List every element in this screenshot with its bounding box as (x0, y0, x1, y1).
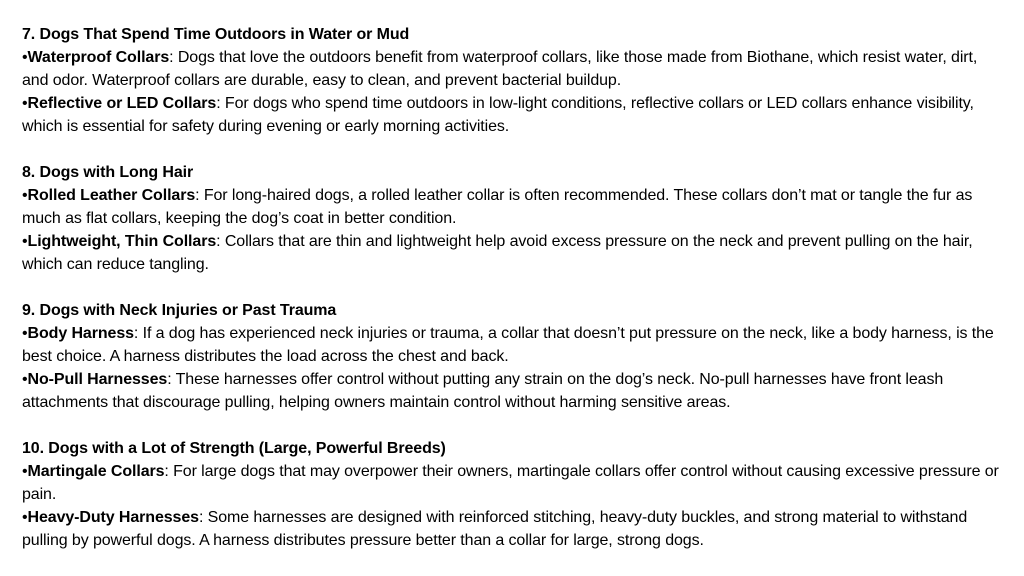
section-heading: 10. Dogs with a Lot of Strength (Large, Powerful Breeds) (22, 440, 446, 457)
item-term: Heavy-Duty Harnesses (27, 509, 199, 526)
bullet: • (22, 463, 28, 480)
item-text: : Dogs that love the outdoors benefit from waterproof collars, like those made from Biothane, which resist water, dirt, and odor. Waterproof collars are durable, easy to clean, and prevent bacterial buildup. (22, 49, 978, 89)
item-term: Lightweight, Thin Collars (27, 233, 217, 250)
bullet: • (22, 325, 28, 342)
list-item (22, 368, 1004, 414)
list-item (22, 506, 1004, 552)
item-text: : These harnesses offer control without putting any strain on the dog’s neck. No-pull harnesses have front leash attachments that discourage pulling, helping owners maintain control without harming sensitive areas. (22, 371, 944, 411)
section-outdoors-water-mud (22, 23, 1004, 138)
item-text: : For dogs who spend time outdoors in low-light conditions, reflective collars or LED collars enhance visibility, which is essential for safety during evening or early morning activities. (22, 95, 974, 135)
item-text: : For large dogs that may overpower their owners, martingale collars offer control without causing excessive pressure or pain. (22, 463, 999, 503)
item-term: No-Pull Harnesses (27, 371, 168, 388)
item-term: Rolled Leather Collars (27, 187, 196, 204)
section-heading: 8. Dogs with Long Hair (22, 164, 194, 181)
bullet: • (22, 49, 28, 66)
list-item (22, 46, 1004, 92)
list-item (22, 230, 1004, 276)
section-heading: 7. Dogs That Spend Time Outdoors in Water or Mud (22, 26, 410, 43)
item-text: : Collars that are thin and lightweight help avoid excess pressure on the neck and prevent pulling on the hair, which can reduce tangling. (22, 233, 973, 273)
list-item (22, 92, 1004, 138)
item-term: Martingale Collars (27, 463, 165, 480)
bullet: • (22, 187, 28, 204)
list-item (22, 184, 1004, 230)
list-item (22, 460, 1004, 506)
item-term: Body Harness (27, 325, 134, 342)
section-neck-injuries (22, 299, 1004, 414)
bullet: • (22, 233, 28, 250)
bullet: • (22, 371, 28, 388)
item-text: : Some harnesses are designed with reinforced stitching, heavy-duty buckles, and strong material to withstand pulling by powerful dogs. A harness distributes pressure better than a collar for large, strong dogs. (22, 509, 968, 549)
bullet: • (22, 95, 28, 112)
bullet: • (22, 509, 28, 526)
item-term: Reflective or LED Collars (27, 95, 217, 112)
section-long-hair (22, 161, 1004, 276)
section-heading: 9. Dogs with Neck Injuries or Past Trauma (22, 302, 337, 319)
section-strong-breeds (22, 437, 1004, 552)
list-item (22, 322, 1004, 368)
item-text: : For long-haired dogs, a rolled leather collar is often recommended. These collars don’t mat or tangle the fur as much as flat collars, keeping the dog’s coat in better condition. (22, 187, 973, 227)
item-text: : If a dog has experienced neck injuries or trauma, a collar that doesn’t put pressure on the neck, like a body harness, is the best choice. A harness distributes the load across the chest and back. (22, 325, 994, 365)
item-term: Waterproof Collars (27, 49, 170, 66)
